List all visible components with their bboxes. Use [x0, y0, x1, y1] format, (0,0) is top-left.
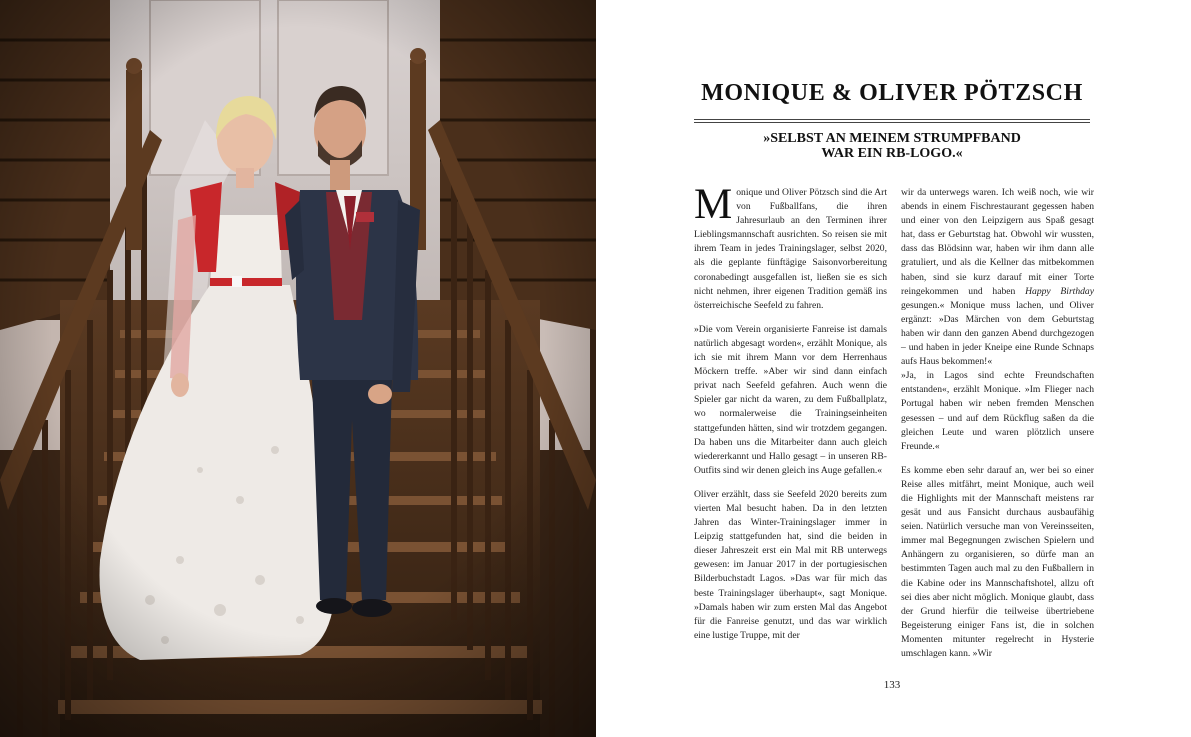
pull-quote-line-2: WAR EIN RB-LOGO.«	[821, 146, 963, 161]
paragraph: »Die vom Verein organisierte Fanreise ist damals natürlich abgesagt worden«, erzählt Monique, als ich sie mit ihrem Mann vor dem Herrenhaus Möckern treffe. »Aber wir sind dann einfach privat nach Seefeld gefahren. Auch wenn die Spieler gar nicht da waren, zu dem Fußballplatz, wo normalerweise die Trainingseinheiten stattgefunden hätten, sind wir trotzdem gegangen. Da haben uns die Mitarbeiter dann auch gleich wiedererkannt und Hallo gesagt – in unseren RB-Outfits sind wir denen gleich ins Auge gefallen.«	[694, 323, 887, 476]
text-column-left	[694, 181, 887, 643]
pull-quote	[716, 131, 1068, 161]
article-page	[596, 0, 1191, 737]
paragraph: Oliver erzählt, dass sie Seefeld 2020 bereits zum vierten Mal besucht haben. Da in den letzten Jahren das Winter-Trainingslager immer in Leipzig stattgefunden hat, sind die beiden in dieser Jahreszeit erst ein Mal mit RB unterwegs gewesen: im Januar 2017 in der portugiesischen Bilderbuchstadt Lagos. »Das war für mich das beste Trainingslager überhaupt«, sagt Monique. »Damals haben wir zum ersten Mal das Angebot für die Fanreise genutzt, und das war wirklich eine lustige Truppe, mit der	[694, 488, 887, 641]
article-title: MONIQUE & OLIVER PÖTZSCH	[701, 80, 1083, 106]
paragraph-text: wir da unterwegs waren. Ich weiß noch, wie wir abends in einem Fischrestaurant gegessen haben und einer von den Leipzigern aus Spaß gesagt hat, dass er Geburtstag hat. Obwohl wir wussten, dass das Blödsinn war, haben wir ihm dann alle gratuliert, und als die Kellner das mitbekommen haben, sind sie kurz darauf mit einer Torte reingekommen und haben	[901, 187, 1094, 297]
title-rule-top	[694, 119, 1090, 120]
drop-cap: M	[694, 181, 733, 228]
paragraph-text: onique und Oliver Pötzsch sind die Art von Fußballfans, die ihren Jahresurlaub an den Terminen ihrer Lieblingsmannschaft ausrichten. So reisen sie mit ihrem Team in jedes Trainingslager, selbst 2020, als die geplante fünftägige Saisonvorbereitung coronabedingt ausgefallen ist, ließen sie es sich nicht nehmen, ihrer eigenen Tradition gemäß ins österreichische Seefeld zu fahren.	[694, 187, 887, 311]
paragraph	[901, 186, 1094, 369]
title-rule-bottom	[694, 122, 1090, 123]
text-column-right	[901, 186, 1094, 661]
paragraph	[694, 181, 887, 313]
paragraph-text: gesungen.« Monique muss lachen, und Oliver ergänzt: »Das Märchen von dem Geburtstag haben wir dann den ganzen Abend durchgezogen – und haben in jeder Kneipe eine Runde Schnaps aufs Haus bekommen!«	[901, 299, 1094, 368]
paragraph: »Ja, in Lagos sind echte Freundschaften entstanden«, erzählt Monique. »Im Flieger nach Portugal haben wir neben fremden Menschen gesessen – und auf dem Rückflug saßen da die gleichen Leute und waren plötzlich unsere Freunde.«	[901, 370, 1094, 452]
pull-quote-line-1: »SELBST AN MEINEM STRUMPFBAND	[763, 131, 1021, 146]
page-number: 133	[883, 679, 901, 691]
song-title: Happy Birthday	[1025, 285, 1094, 297]
paragraph: Es komme eben sehr darauf an, wer bei so einer Reise alles mitfährt, meint Monique, auch weil die Highlights mit der Mannschaft meistens rar gesät und aus Fansicht durchaus ausbaufähig seien. Natürlich versuche man von Vereinsseiten, immer mal Begegnungen zwischen Spielern und Anhängern zu organisieren, so dürfe man an bestimmten Tagen auch mal zu den Fußballern in die Kabine oder ins Mannschaftshotel, allzu oft sei dies aber nicht möglich. Monique glaubt, dass der Grund hierfür die teilweise übertriebene Begeisterung einiger Fans ist, die in solchen Momenten mitunter regelrecht in Hysterie umschlagen kann. »Wir	[901, 464, 1094, 659]
